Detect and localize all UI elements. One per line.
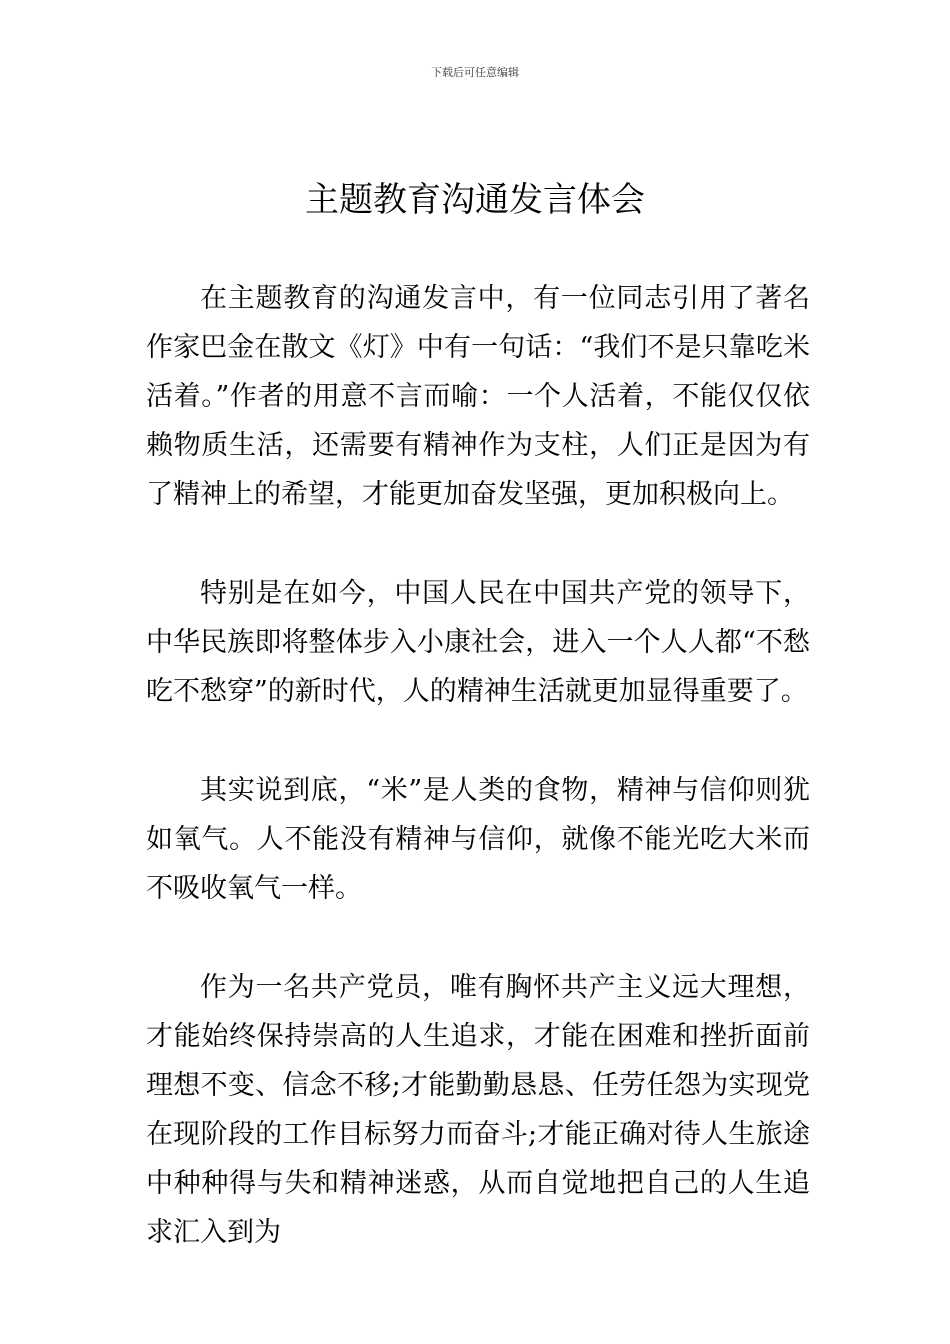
document-body [146,274,810,1307]
paragraph-1: 在主题教育的沟通发言中，有一位同志引用了著名作家巴金在散文《灯》中有一句话：“我们不是只靠吃米活着。”作者的用意不言而喻：一个人活着，不能仅仅依赖物质生活，还需要有精神作为支柱，人们正是因为有了精神上的希望，才能更加奋发坚强，更加积极向上。 [146,283,810,510]
paragraph-3: 其实说到底，“米”是人类的食物，精神与信仰则犹如氧气。人不能没有精神与信仰，就像不能光吃大米而不吸收氧气一样。 [146,775,810,904]
header-note: 下载后可任意编辑 [431,66,519,79]
paragraph-4: 作为一名共产党员，唯有胸怀共产主义远大理想，才能始终保持崇高的人生追求，才能在困难和挫折面前理想不变、信念不移;才能勤勤恳恳、任劳任怨为实现党在现阶段的工作目标努力而奋斗;才能正确对待人生旅途中种种得与失和精神迷惑，从而自觉地把自己的人生追求汇入到为 [146,972,810,1248]
document-title: 主题教育沟通发言体会 [305,180,645,220]
paragraph-2: 特别是在如今，中国人民在中国共产党的领导下，中华民族即将整体步入小康社会，进入一个人人都“不愁吃不愁穿”的新时代，人的精神生活就更加显得重要了。 [146,578,810,707]
